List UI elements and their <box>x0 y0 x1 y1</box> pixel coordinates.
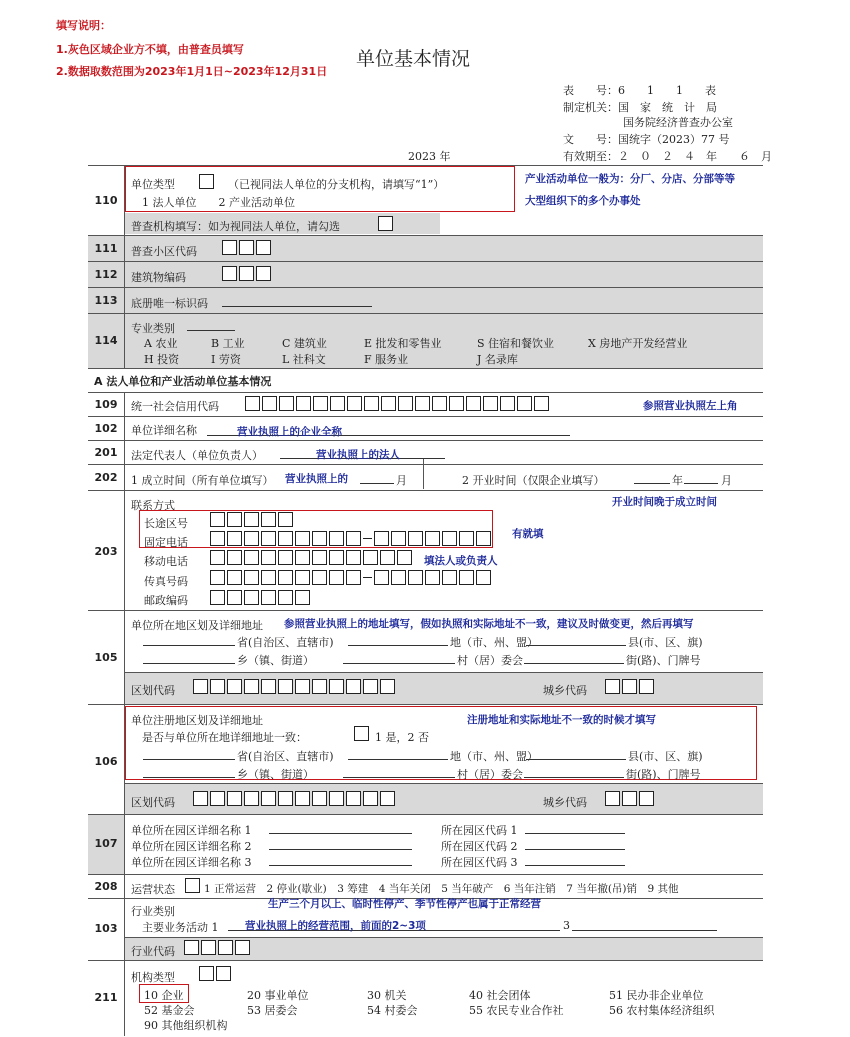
opened-year-field[interactable] <box>634 470 670 484</box>
reg-city-field[interactable] <box>348 747 448 760</box>
specialty-h: H 投资 <box>144 353 180 366</box>
province-field[interactable] <box>143 633 235 646</box>
status-options: 1 正常运营 2 停业(歇业) 3 筹建 4 当年关闭 5 当年破产 6 当年注销 7 当年撤(吊)销 9 其他 <box>204 883 679 895</box>
status-box[interactable] <box>185 878 200 893</box>
main-activity-label: 主要业务活动 1 <box>142 921 219 934</box>
code-105: 105 <box>94 651 118 664</box>
specialty-e: E 批发和零售业 <box>364 337 442 350</box>
city-unit: 地（市、州、盟） <box>450 636 538 649</box>
park-code-1-field[interactable] <box>525 821 625 834</box>
org-type-20: 20 事业单位 <box>247 989 309 1002</box>
code-107: 107 <box>94 837 118 850</box>
industry-code-label: 行业代码 <box>131 945 175 958</box>
park-code-3-label: 所在园区代码 3 <box>441 856 518 869</box>
area-code-label: 长途区号 <box>144 517 188 530</box>
row-112 <box>88 261 763 288</box>
org-type-55: 55 农民专业合作社 <box>469 1004 564 1017</box>
annotation-109: 参照营业执照左上角 <box>643 400 738 412</box>
activity-3-field[interactable] <box>572 918 717 931</box>
reg-village-field[interactable] <box>343 765 455 778</box>
unit-name-label: 单位详细名称 <box>131 424 197 437</box>
park-name-3-label: 单位所在园区详细名称 3 <box>131 856 252 869</box>
code-201: 201 <box>94 446 118 459</box>
specialty-b: B 工业 <box>211 337 245 350</box>
annotation-105: 参照营业执照上的地址填写，假如执照和实际地址不一致，建议及时做变更，然后再填写 <box>284 618 694 630</box>
area-code-boxes[interactable] <box>210 512 295 527</box>
specialty-l: L 社科文 <box>282 353 326 366</box>
census-area-label: 普查小区代码 <box>131 245 197 258</box>
park-code-2-field[interactable] <box>525 837 625 850</box>
specialty-f: F 服务业 <box>364 353 409 366</box>
postal-label: 邮政编码 <box>144 594 188 607</box>
annotation-103: 营业执照上的经营范围，前面的2~3项 <box>245 920 426 932</box>
specialty-x: X 房地产开发经营业 <box>588 337 688 350</box>
code-103: 103 <box>94 922 118 935</box>
annotation-202-b: 开业时间晚于成立时间 <box>612 496 717 508</box>
activity-3-label: 3 <box>563 919 570 932</box>
org-type-52: 52 基金会 <box>144 1004 195 1017</box>
street-unit: 街(路)、门牌号 <box>626 654 701 667</box>
annotation-203: 有就填 <box>512 528 544 540</box>
reg-county-unit: 县(市、区、旗) <box>628 750 703 763</box>
meta-table-no: 表 号：6 1 1 表 <box>563 84 716 97</box>
unique-id-label: 底册唯一标识码 <box>131 297 208 310</box>
code-203: 203 <box>94 545 118 558</box>
meta-agency-2: 国务院经济普查办公室 <box>623 116 733 129</box>
org-type-56: 56 农村集体经济组织 <box>609 1004 715 1017</box>
industry-code-boxes[interactable] <box>184 940 252 955</box>
village-field[interactable] <box>343 651 455 664</box>
region-code-boxes[interactable] <box>193 679 397 694</box>
census-check-label: 普查机构填写：如为视同法人单位，请勾选 <box>131 220 340 233</box>
reg-region-code-label: 区划代码 <box>131 796 175 809</box>
village-unit: 村（居）委会 <box>457 654 523 667</box>
park-code-1-label: 所在园区代码 1 <box>441 824 518 837</box>
city-field[interactable] <box>348 633 448 646</box>
urban-code-boxes[interactable] <box>605 679 656 694</box>
same-address-options: 1 是，2 否 <box>375 731 429 744</box>
opened-month-unit: 月 <box>721 474 732 487</box>
org-type-boxes[interactable] <box>199 966 233 981</box>
founded-label: 1 成立时间（所有单位填写） <box>131 474 274 487</box>
org-type-54: 54 村委会 <box>367 1004 418 1017</box>
reg-province-field[interactable] <box>143 747 235 760</box>
specialty-i: I 劳资 <box>211 353 241 366</box>
specialty-c: C 建筑业 <box>282 337 327 350</box>
location-label: 单位所在地区划及详细地址 <box>131 619 263 632</box>
code-112: 112 <box>94 268 118 281</box>
section-a-header: A 法人单位和产业活动单位基本情况 <box>94 375 272 388</box>
founded-month-field[interactable] <box>360 470 394 484</box>
opened-month-field[interactable] <box>684 470 718 484</box>
code-102: 102 <box>94 422 118 435</box>
reg-village-unit: 村（居）委会 <box>457 768 523 781</box>
fax-boxes[interactable] <box>210 570 493 585</box>
meta-valid-until: 有效期至：２ ０ ２ ４ 年 ６ 月 <box>563 150 772 163</box>
annotation-102: 营业执照上的企业全称 <box>237 426 342 438</box>
code-109: 109 <box>94 398 118 411</box>
founded-month-unit: 月 <box>396 474 407 487</box>
street-field[interactable] <box>524 651 624 664</box>
status-label: 运营状态 <box>131 883 175 896</box>
org-type-label: 机构类型 <box>131 971 175 984</box>
org-type-40: 40 社会团体 <box>469 989 531 1002</box>
park-code-2-label: 所在园区代码 2 <box>441 840 518 853</box>
province-unit: 省(自治区、直辖市) <box>237 636 334 649</box>
park-name-2-label: 单位所在园区详细名称 2 <box>131 840 252 853</box>
notes-title: 填写说明： <box>56 19 111 32</box>
org-type-10: 10 企业 <box>144 989 184 1002</box>
notes-line-1: 1.灰色区域企业方不填，由普查员填写 <box>56 43 244 56</box>
same-address-box[interactable] <box>354 726 369 741</box>
urban-code-label: 城乡代码 <box>543 684 587 697</box>
building-code-boxes[interactable] <box>222 266 273 281</box>
building-code-label: 建筑物编码 <box>131 271 186 284</box>
annotation-203-b: 填法人或负责人 <box>424 555 498 567</box>
meta-doc-no: 文 号：国统字（2023）77 号 <box>563 133 730 146</box>
landline-label: 固定电话 <box>144 536 188 549</box>
postal-boxes[interactable] <box>210 590 312 605</box>
specialty-label: 专业类别 <box>131 322 175 335</box>
form-title: 单位基本情况 <box>356 48 471 70</box>
park-name-1-field[interactable] <box>269 821 412 834</box>
reg-county-field[interactable] <box>526 747 626 760</box>
landline-boxes[interactable] <box>210 531 493 546</box>
unit-type-hint: （已视同法人单位的分支机构，请填写“1”） <box>228 178 445 191</box>
reg-region-code-boxes[interactable] <box>193 791 397 806</box>
county-unit: 县(市、区、旗) <box>628 636 703 649</box>
org-type-51: 51 民办非企业单位 <box>609 989 704 1002</box>
annotation-106: 注册地址和实际地址不一致的时候才填写 <box>467 714 656 726</box>
annotation-208: 生产三个月以上、临时性停产、季节性停产也属于正常经营 <box>268 898 541 910</box>
specialty-s: S 住宿和餐饮业 <box>477 337 555 350</box>
reg-province-unit: 省(自治区、直辖市) <box>237 750 334 763</box>
annotation-110-b: 大型组织下的多个办事处 <box>525 195 641 207</box>
fax-label: 传真号码 <box>144 575 188 588</box>
park-code-3-field[interactable] <box>525 853 625 866</box>
code-111: 111 <box>94 242 118 255</box>
org-type-53: 53 居委会 <box>247 1004 298 1017</box>
same-address-label: 是否与单位所在地详细地址一致： <box>142 731 307 744</box>
reg-urban-code-boxes[interactable] <box>605 791 656 806</box>
park-name-3-field[interactable] <box>269 853 412 866</box>
annotation-202: 营业执照上的 <box>285 473 348 485</box>
industry-label: 行业类别 <box>131 905 175 918</box>
opened-label: 2 开业时间（仅限企业填写） <box>462 474 605 487</box>
org-type-90: 90 其他组织机构 <box>144 1019 228 1032</box>
code-114: 114 <box>94 334 118 347</box>
code-110: 110 <box>94 194 118 207</box>
mobile-label: 移动电话 <box>144 555 188 568</box>
annotation-110-a: 产业活动单位一般为：分厂、分店、分部等等 <box>525 173 735 185</box>
code-113: 113 <box>94 294 118 307</box>
reg-urban-code-label: 城乡代码 <box>543 796 587 809</box>
credit-code-boxes[interactable] <box>245 396 551 411</box>
form-year: 2023 年 <box>408 150 451 163</box>
census-check-box[interactable] <box>378 216 393 231</box>
highlight-110 <box>125 166 515 212</box>
unit-type-options: 1 法人单位 2 产业活动单位 <box>142 196 295 209</box>
park-name-2-field[interactable] <box>269 837 412 850</box>
credit-code-label: 统一社会信用代码 <box>131 400 219 413</box>
annotation-201: 营业执照上的法人 <box>316 449 400 461</box>
census-area-boxes[interactable] <box>222 240 273 255</box>
code-106: 106 <box>94 755 118 768</box>
park-name-1-label: 单位所在园区详细名称 1 <box>131 824 252 837</box>
region-code-label: 区划代码 <box>131 684 175 697</box>
code-202: 202 <box>94 471 118 484</box>
unique-id-field[interactable] <box>222 293 372 307</box>
reg-town-unit: 乡（镇、街道） <box>237 768 314 781</box>
mobile-boxes[interactable] <box>210 550 414 565</box>
reg-town-field[interactable] <box>143 765 235 778</box>
registered-label: 单位注册地区划及详细地址 <box>131 714 263 727</box>
notes-line-2: 2.数据取数范围为2023年1月1日~2023年12月31日 <box>56 65 328 78</box>
code-211: 211 <box>94 991 118 1004</box>
contact-label: 联系方式 <box>131 499 175 512</box>
specialty-a: A 农业 <box>144 337 178 350</box>
unit-type-label: 单位类型 <box>131 178 175 191</box>
meta-agency: 制定机关：国 家 统 计 局 <box>563 101 717 114</box>
legal-rep-label: 法定代表人（单位负责人） <box>131 449 263 462</box>
town-field[interactable] <box>143 651 235 664</box>
code-208: 208 <box>94 880 118 893</box>
county-field[interactable] <box>526 633 626 646</box>
reg-street-field[interactable] <box>524 765 624 778</box>
town-unit: 乡（镇、街道） <box>237 654 314 667</box>
specialty-field[interactable] <box>187 318 235 331</box>
specialty-j: J 名录库 <box>477 353 518 366</box>
reg-street-unit: 街(路)、门牌号 <box>626 768 701 781</box>
reg-city-unit: 地（市、州、盟） <box>450 750 538 763</box>
org-type-30: 30 机关 <box>367 989 407 1002</box>
opened-year-unit: 年 <box>672 474 683 487</box>
